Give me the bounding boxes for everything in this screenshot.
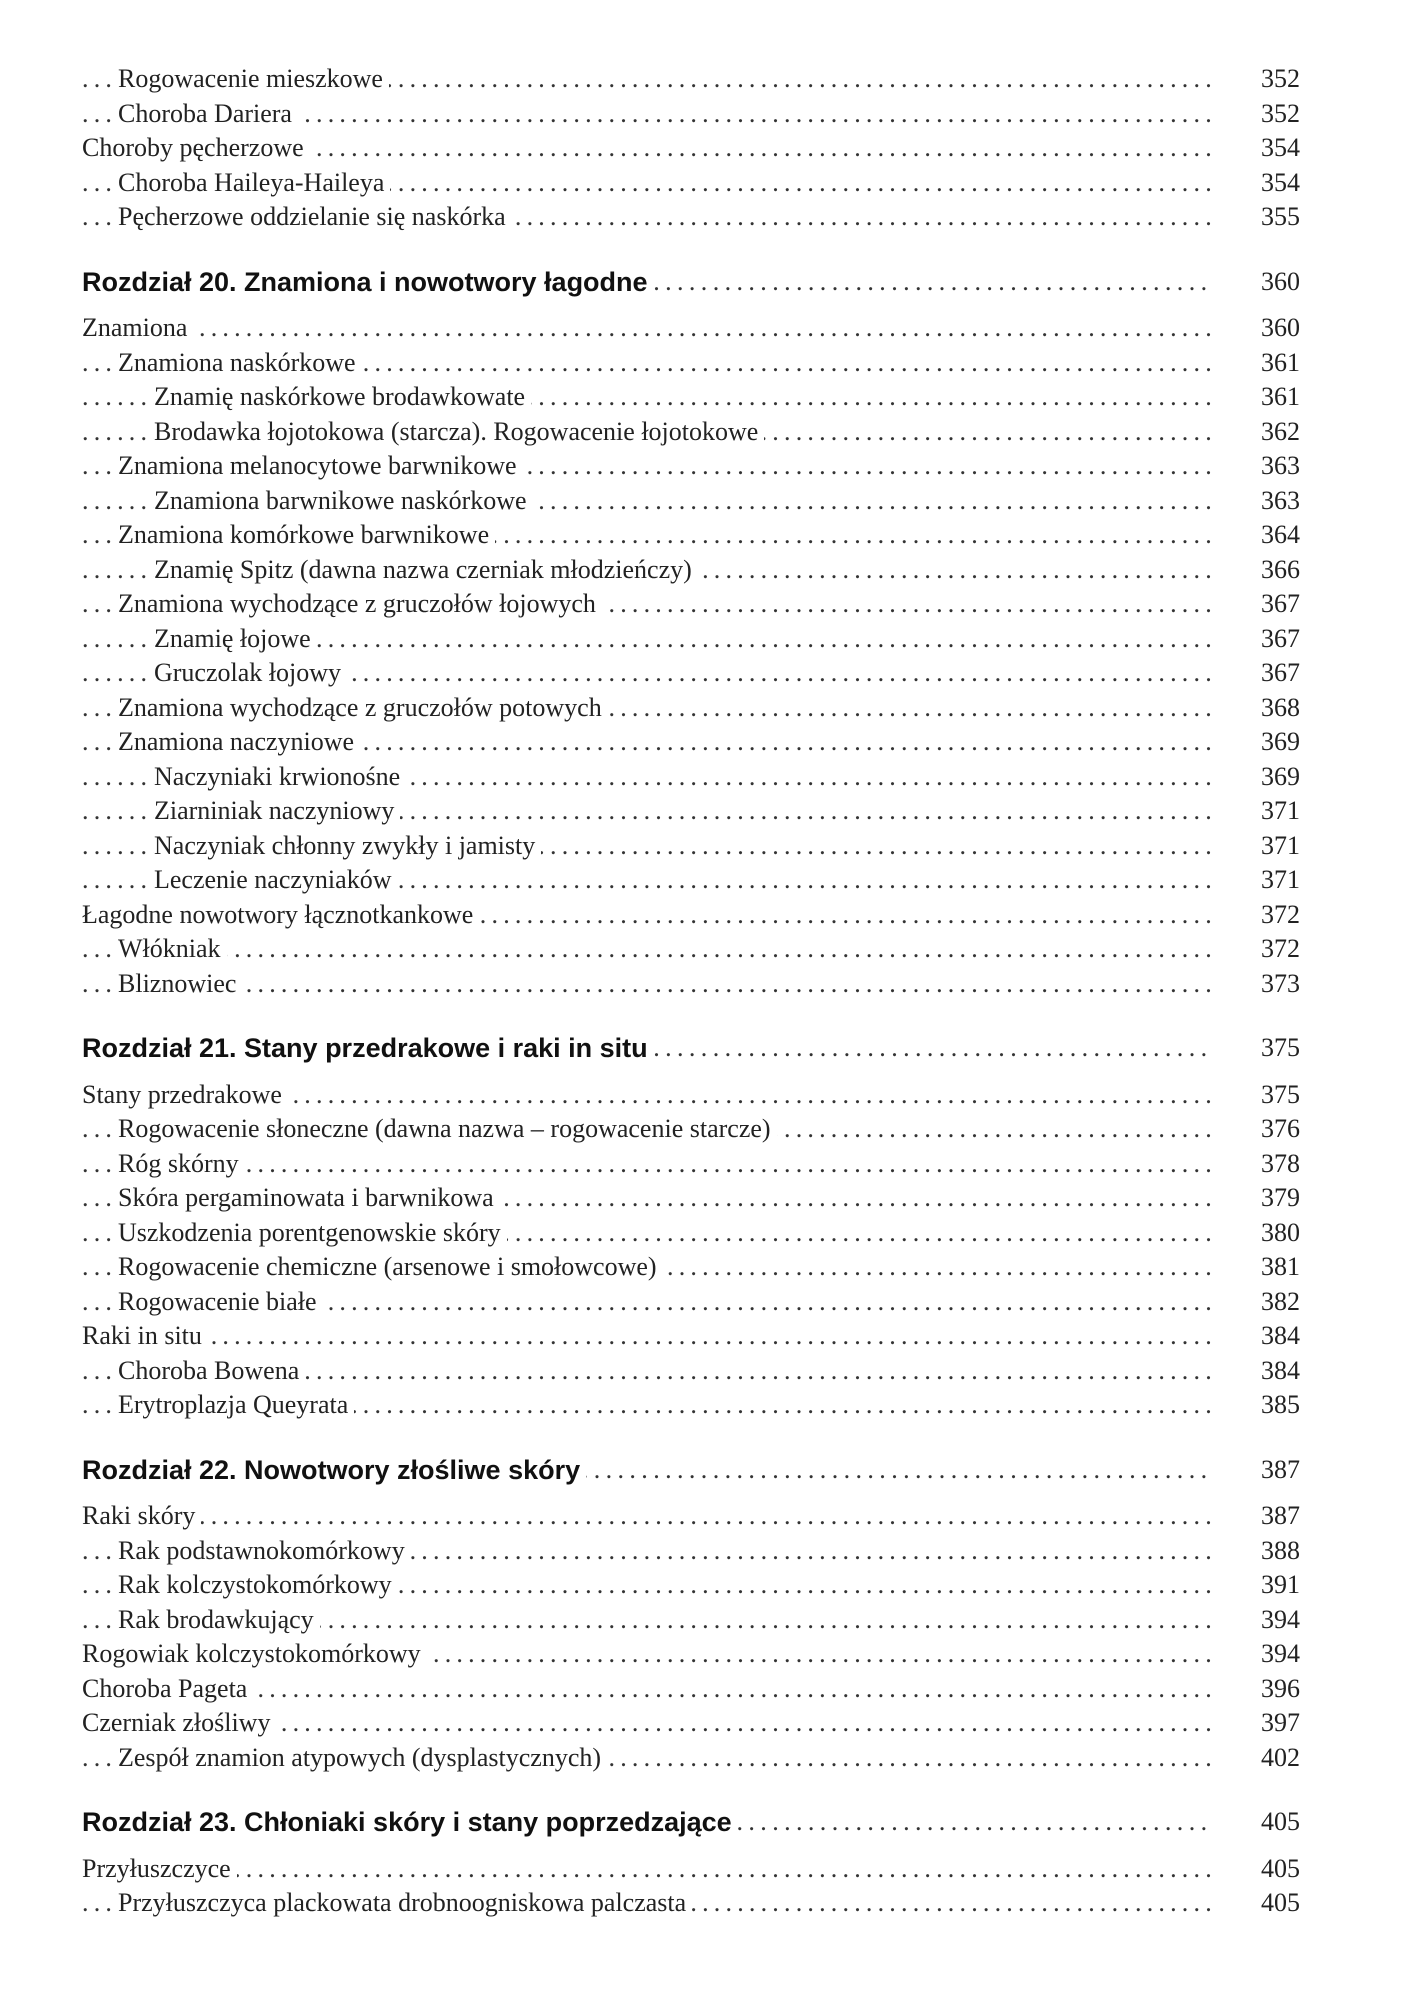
toc-entry-title: Skóra pergaminowata i barwnikowa [118,1181,500,1216]
dot-leader [82,967,1214,1002]
toc-page-number: 361 [1220,346,1300,381]
toc-page-number: 378 [1220,1147,1300,1182]
toc-entry [82,967,1300,1002]
toc-page-number: 380 [1220,1216,1300,1251]
dot-leader [82,311,1214,346]
toc-entry [82,311,1300,346]
toc-entry-title: Włókniak [118,932,227,967]
toc-page-number: 355 [1220,200,1300,235]
toc-entry [82,863,1300,898]
toc-page-number: 379 [1220,1181,1300,1216]
toc-page-number: 376 [1220,1112,1300,1147]
toc-entry [82,346,1300,381]
toc-entry [82,1568,1300,1603]
toc-entry-title: Znamiona komórkowe barwnikowe [118,518,495,553]
toc-page-number: 382 [1220,1285,1300,1320]
toc-page-number: 387 [1220,1453,1300,1488]
toc-page-number: 363 [1220,449,1300,484]
toc-entry-title: Znamię łojowe [154,622,317,657]
toc-page-number: 388 [1220,1534,1300,1569]
toc-entry-title: Znamiona wychodzące z gruczołów łojowych [118,587,602,622]
toc-entry [82,200,1300,235]
toc-entry-title: Rozdział 21. Stany przedrakowe i raki in situ [82,1031,654,1066]
toc-entry-title: Rak kolczystokomórkowy [118,1568,398,1603]
toc-page-number: 352 [1220,62,1300,97]
toc-entry [82,760,1300,795]
toc-page-number: 397 [1220,1706,1300,1741]
toc-entry [82,1637,1300,1672]
toc-page-number: 364 [1220,518,1300,553]
toc-entry [82,131,1300,166]
toc-entry [82,97,1300,132]
toc-page-number: 405 [1220,1805,1300,1840]
toc-entry [82,794,1300,829]
toc-entry [82,725,1300,760]
toc-entry [82,1181,1300,1216]
toc-entry-title: Znamiona barwnikowe naskórkowe [154,484,533,519]
toc-entry-title: Ziarniniak naczyniowy [154,794,400,829]
toc-entry [82,1078,1300,1113]
toc-page-number: 387 [1220,1499,1300,1534]
toc-entry [82,1147,1300,1182]
dot-leader [82,1147,1214,1182]
toc-entry-title: Zespół znamion atypowych (dysplastycznych) [118,1741,607,1776]
toc-entry-title: Znamiona naczyniowe [118,725,360,760]
toc-page-number: 371 [1220,863,1300,898]
toc-page-number: 405 [1220,1852,1300,1887]
toc-page-number: 394 [1220,1603,1300,1638]
toc-page-number: 375 [1220,1078,1300,1113]
toc-entry [82,932,1300,967]
toc-entry-title: Przyłuszczyca plackowata drobnoogniskowa palczasta [118,1886,692,1921]
toc-page-number: 405 [1220,1886,1300,1921]
toc-entry-title: Gruczolak łojowy [154,656,347,691]
toc-entry-title: Rogowiak kolczystokomórkowy [82,1637,427,1672]
toc-entry [82,380,1300,415]
toc-chapter-heading [82,1453,1300,1488]
toc-page-number: 363 [1220,484,1300,519]
toc-entry [82,1112,1300,1147]
toc-entry-title: Raki skóry [82,1499,201,1534]
toc-entry-title: Choroba Bowena [118,1354,305,1389]
dot-leader [82,932,1214,967]
toc-page-number: 372 [1220,932,1300,967]
toc-page-number: 384 [1220,1354,1300,1389]
toc-entry [82,1285,1300,1320]
toc-page-number: 381 [1220,1250,1300,1285]
toc-page-number: 384 [1220,1319,1300,1354]
toc-page-number: 371 [1220,829,1300,864]
toc-entry-title: Stany przedrakowe [82,1078,288,1113]
toc-entry [82,1250,1300,1285]
toc-entry-title: Znamię naskórkowe brodawkowate [154,380,531,415]
toc-entry [82,898,1300,933]
toc-entry [82,484,1300,519]
toc-entry-title: Przyłuszczyce [82,1852,237,1887]
toc-page-number: 354 [1220,131,1300,166]
toc-entry [82,829,1300,864]
toc-page-number: 361 [1220,380,1300,415]
toc-entry-title: Rogowacenie chemiczne (arsenowe i smołowcowe) [118,1250,663,1285]
toc-entry-title: Rogowacenie mieszkowe [118,62,389,97]
toc-page-number: 375 [1220,1031,1300,1066]
toc-entry [82,1886,1300,1921]
toc-entry-title: Łagodne nowotwory łącznotkankowe [82,898,479,933]
toc-entry [82,1388,1300,1423]
toc-entry [82,1216,1300,1251]
toc-entry-title: Pęcherzowe oddzielanie się naskórka [118,200,512,235]
toc-entry-title: Róg skórny [118,1147,245,1182]
toc-entry-title: Znamiona [82,311,193,346]
toc-entry-title: Znamiona wychodzące z gruczołów potowych [118,691,608,726]
dot-leader [82,1319,1214,1354]
toc-page-number: 360 [1220,265,1300,300]
toc-page-number: 354 [1220,166,1300,201]
toc-page-number: 371 [1220,794,1300,829]
toc-entry [82,1741,1300,1776]
toc-page-number: 396 [1220,1672,1300,1707]
toc-page-number: 369 [1220,725,1300,760]
toc-entry-title: Choroby pęcherzowe [82,131,310,166]
toc-page-number: 368 [1220,691,1300,726]
toc-entry-title: Leczenie naczyniaków [154,863,397,898]
toc-page-number: 391 [1220,1568,1300,1603]
toc-entry-title: Rozdział 23. Chłoniaki skóry i stany poprzedzające [82,1805,738,1840]
toc-entry-title: Czerniak złośliwy [82,1706,276,1741]
toc-entry [82,587,1300,622]
toc-entry [82,1603,1300,1638]
toc-entry [82,1354,1300,1389]
toc-entry-title: Erytroplazja Queyrata [118,1388,354,1423]
toc-entry [82,166,1300,201]
toc-entry [82,656,1300,691]
toc-entry-title: Choroba Pageta [82,1672,253,1707]
toc-entry-title: Brodawka łojotokowa (starcza). Rogowacenie łojotokowe [154,415,764,450]
toc-entry [82,1534,1300,1569]
toc-page-number: 373 [1220,967,1300,1002]
toc-entry-title: Uszkodzenia porentgenowskie skóry [118,1216,507,1251]
toc-page-number: 385 [1220,1388,1300,1423]
toc-entry [82,1499,1300,1534]
toc-entry [82,1672,1300,1707]
toc-entry [82,691,1300,726]
dot-leader [82,1499,1214,1534]
toc-page-number: 369 [1220,760,1300,795]
toc-entry-title: Znamiona melanocytowe barwnikowe [118,449,523,484]
toc-entry-title: Naczyniak chłonny zwykły i jamisty [154,829,541,864]
toc-entry-title: Rogowacenie słoneczne (dawna nazwa – rogowacenie starcze) [118,1112,777,1147]
toc-page-number: 367 [1220,587,1300,622]
toc-page-number: 367 [1220,656,1300,691]
toc-chapter-heading [82,265,1300,300]
toc-page-number: 362 [1220,415,1300,450]
toc-page-number: 394 [1220,1637,1300,1672]
toc-entry-title: Choroba Dariera [118,97,298,132]
toc-page-number: 367 [1220,622,1300,657]
dot-leader [82,1852,1214,1887]
toc-entry-title: Rak brodawkujący [118,1603,320,1638]
toc-entry [82,553,1300,588]
toc-entry-title: Rozdział 22. Nowotwory złośliwe skóry [82,1453,586,1488]
toc-entry-title: Znamię Spitz (dawna nazwa czerniak młodzieńczy) [154,553,698,588]
toc-entry-title: Rogowacenie białe [118,1285,323,1320]
toc-entry-title: Rozdział 20. Znamiona i nowotwory łagodne [82,265,654,300]
toc-entry [82,518,1300,553]
toc-entry-title: Bliznowiec [118,967,242,1002]
toc-entry [82,622,1300,657]
toc-chapter-heading [82,1805,1300,1840]
toc-page-number: 372 [1220,898,1300,933]
toc-entry [82,1852,1300,1887]
toc-entry [82,415,1300,450]
toc-entry [82,449,1300,484]
toc-entry-title: Znamiona naskórkowe [118,346,362,381]
toc-page-number: 366 [1220,553,1300,588]
toc-entry [82,1319,1300,1354]
toc-page-number: 360 [1220,311,1300,346]
toc-entry-title: Rak podstawnokomórkowy [118,1534,411,1569]
table-of-contents [82,62,1300,1921]
toc-page-number: 402 [1220,1741,1300,1776]
toc-chapter-heading [82,1031,1300,1066]
toc-entry [82,62,1300,97]
toc-entry-title: Raki in situ [82,1319,208,1354]
toc-entry-title: Naczyniaki krwionośne [154,760,406,795]
toc-entry-title: Choroba Haileya-Haileya [118,166,390,201]
toc-entry [82,1706,1300,1741]
toc-page-number: 352 [1220,97,1300,132]
